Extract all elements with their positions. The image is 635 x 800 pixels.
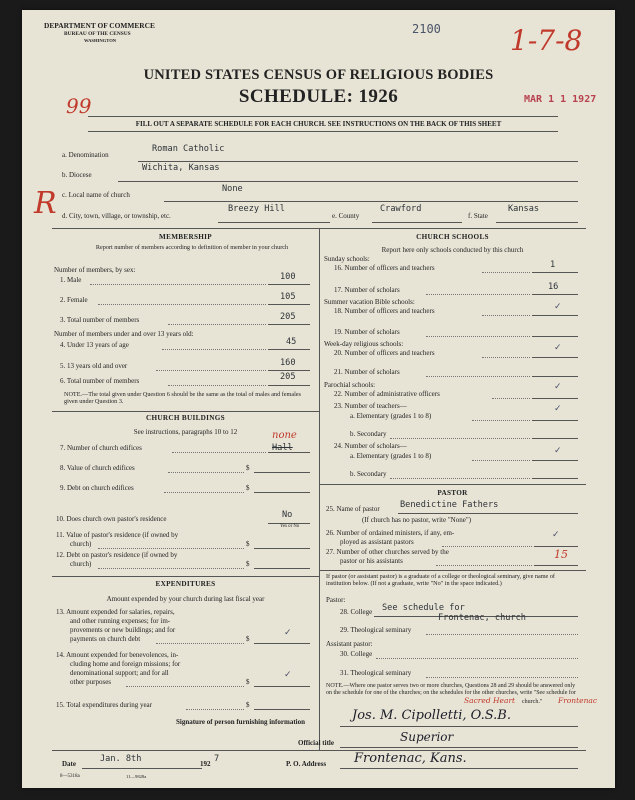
answer-rule (532, 315, 578, 316)
answer-rule (254, 492, 310, 493)
q21-label: 21. Number of scholars (334, 368, 400, 376)
q13-line4: payments on church debt (70, 635, 141, 643)
field-rule (218, 222, 330, 223)
q14-line4: other purposes (70, 678, 112, 686)
dot-leader (472, 420, 530, 421)
q6-label: 6. Total number of members (60, 377, 140, 385)
po-address-label: P. O. Address (286, 760, 327, 768)
q1-label: 1. Male (60, 276, 82, 284)
q8-label: 8. Value of church edifices (60, 464, 135, 472)
section-rule (319, 570, 586, 571)
summer-heading: Summer vacation Bible schools: (324, 298, 415, 306)
checkmark: ✓ (554, 382, 562, 392)
answer-rule (532, 294, 578, 295)
answer-rule (532, 438, 578, 439)
dot-leader (426, 294, 530, 295)
q1-value[interactable]: 100 (280, 272, 296, 282)
q14-line1: 14. Amount expended for benevolences, in- (56, 651, 179, 659)
q7-value[interactable]: Hall (272, 443, 293, 453)
answer-rule (268, 304, 310, 305)
answer-rule (254, 548, 310, 549)
checkmark: ✓ (554, 343, 562, 353)
year-value[interactable]: 7 (214, 754, 220, 764)
answer-rule (534, 546, 578, 547)
dot-leader (482, 357, 530, 358)
q29-label: 29. Theological seminary (340, 626, 412, 634)
county-value[interactable]: Crawford (380, 204, 422, 214)
dot-leader (426, 677, 578, 678)
dot-leader (168, 324, 266, 325)
county-label: e. County (332, 212, 360, 220)
answer-rule (532, 336, 578, 337)
q25-value[interactable]: Benedictine Fathers (400, 500, 499, 510)
official-title-value[interactable]: Superior (400, 730, 454, 744)
answer-rule (268, 349, 310, 350)
q26-label: 26. Number of ordained ministers, if any, em- (326, 529, 455, 537)
expenditures-heading: EXPENDITURES (155, 580, 216, 588)
age-heading: Number of members under and over 13 years old: (54, 330, 194, 338)
rule (88, 131, 558, 132)
local-name-value[interactable]: None (222, 184, 243, 194)
membership-note: NOTE.—The total given under Question 6 should be the same as the total of males and females given under Question 3. (64, 391, 301, 406)
dot-leader (482, 315, 530, 316)
q23-label: 23. Number of teachers— (334, 402, 407, 410)
q28-value[interactable]: See schedule for (382, 603, 465, 613)
pastor-heading: PASTOR (437, 489, 468, 497)
census-schedule-sheet (22, 10, 615, 788)
date-rule (82, 768, 202, 769)
q10-value[interactable]: No (282, 510, 293, 520)
q9-label: 9. Debt on church edifices (60, 484, 134, 492)
answer-rule (254, 709, 310, 710)
answer-rule (268, 324, 310, 325)
dot-leader (126, 686, 244, 687)
answer-rule (254, 568, 310, 569)
field-rule (372, 222, 462, 223)
dot-leader (98, 304, 266, 305)
q6-value[interactable]: 205 (280, 372, 296, 382)
checkmark: ✓ (554, 302, 562, 312)
section-rule (52, 411, 319, 412)
q16-label: 16. Number of officers and teachers (334, 264, 435, 272)
field-rule (138, 161, 578, 162)
dot-leader (164, 492, 244, 493)
dot-leader (426, 634, 578, 635)
diocese-label: b. Diocese (62, 171, 92, 179)
dollar-sign: $ (246, 678, 250, 686)
checkmark: ✓ (284, 628, 292, 638)
schools-intro: Report here only schools conducted by this church (381, 246, 524, 254)
state-value[interactable]: Kansas (508, 204, 540, 214)
dot-leader (436, 565, 532, 566)
answer-rule (268, 284, 310, 285)
q10-subtext: Yes or No (280, 524, 300, 529)
city-town-value[interactable]: Breezy Hill (228, 204, 285, 214)
assistant-sublabel: Assistant pastor: (326, 640, 373, 648)
instruction-line: FILL OUT A SEPARATE SCHEDULE FOR EACH CHURCH. SEE INSTRUCTIONS ON THE BACK OF THIS SHEET (135, 120, 502, 128)
q10-label: 10. Does church own pastor's residence (56, 515, 167, 523)
dot-leader (168, 472, 244, 473)
form-title: UNITED STATES CENSUS OF RELIGIOUS BODIES (143, 67, 494, 83)
pastor-note-handwritten: Sacred Heart (464, 696, 516, 705)
section-rule (319, 484, 586, 485)
dot-leader (172, 452, 266, 453)
signature-value[interactable]: Jos. M. Cipolletti, O.S.B. (352, 708, 511, 723)
dot-leader (90, 284, 266, 285)
sunday-heading: Sunday schools: (324, 255, 370, 263)
local-name-label: c. Local name of church (62, 191, 130, 199)
field-rule (118, 181, 578, 182)
membership-intro: Report number of members according to definition of member in your church (95, 244, 289, 251)
answer-rule (254, 686, 310, 687)
answer-rule (254, 472, 310, 473)
dot-leader (186, 709, 244, 710)
q30-label: 30. College (340, 650, 373, 658)
q16-value[interactable]: 1 (550, 260, 556, 270)
section-bottom-rule (52, 750, 586, 751)
q25-label: 25. Name of pastor (326, 505, 380, 513)
q27-label: 27. Number of other churches served by the (326, 548, 449, 556)
q13-line2: and other running expenses; for im- (70, 617, 171, 625)
q5-value[interactable]: 160 (280, 358, 296, 368)
q22-label: 22. Number of administrative officers (334, 390, 440, 398)
q19-label: 19. Number of scholars (334, 328, 400, 336)
answer-rule (532, 376, 578, 377)
sex-heading: Number of members, by sex: (54, 266, 136, 274)
answer-rule (532, 272, 578, 273)
dot-leader (156, 643, 244, 644)
form-subtitle: SCHEDULE: 1926 (238, 86, 399, 107)
q3-label: 3. Total number of members (60, 316, 140, 324)
q31-label: 31. Theological seminary (340, 669, 412, 677)
q20-label: 20. Number of officers and teachers (334, 349, 435, 357)
city-label: WASHINGTON (84, 38, 117, 43)
q23b-label: b. Secondary (350, 430, 387, 438)
q17-value[interactable]: 16 (548, 282, 559, 292)
q25-subtext: (If church has no pastor, write "None") (362, 516, 472, 524)
q7-handwritten-note: none (272, 430, 297, 441)
answer-rule (254, 643, 310, 644)
pastor-note-margin: Frontenac (558, 696, 598, 705)
q15-label: 15. Total expenditures during year (56, 701, 152, 709)
q14-line3: denominational support; and for all (70, 669, 169, 677)
po-address-value[interactable]: Frontenac, Kans. (354, 751, 467, 766)
buildings-subheading: See instructions, paragraphs 10 to 12 (133, 428, 238, 436)
left-handwritten-number: 99 (66, 94, 92, 118)
dot-leader (98, 548, 244, 549)
weekday-heading: Week-day religious schools: (324, 340, 404, 348)
date-value[interactable]: Jan. 8th (100, 754, 142, 764)
year-prefix: 192 (200, 760, 211, 768)
membership-heading: MEMBERSHIP (159, 233, 212, 241)
q26-label-cont: ployed as assistant pastors (340, 538, 414, 546)
q4-value[interactable]: 45 (286, 337, 297, 347)
q23a-label: a. Elementary (grades 1 to 8) (350, 412, 432, 420)
dot-leader (442, 546, 532, 547)
q5-label: 5. 13 years old and over (60, 362, 128, 370)
dot-leader (156, 370, 266, 371)
answer-rule (534, 565, 578, 566)
q11-label: 11. Value of pastor's residence (if owned by (56, 531, 179, 539)
expenditures-subheading: Amount expended by your church during last fiscal year (106, 595, 265, 603)
field-rule (496, 222, 578, 223)
section-rule (52, 576, 319, 577)
dollar-sign: $ (246, 701, 250, 709)
dot-leader (482, 272, 530, 273)
field-rule (164, 201, 578, 202)
pastor-note-end: church." (522, 699, 543, 705)
form-number-2: 11—9828a (126, 774, 147, 779)
dot-leader (426, 336, 530, 337)
q17-label: 17. Number of scholars (334, 286, 400, 294)
rule (88, 116, 558, 117)
schools-heading: CHURCH SCHOOLS (416, 233, 489, 241)
pastor-note: NOTE.—Where one pastor serves two or more churches, Questions 28 and 29 should be answered only on the schedule for one of the churches; on the schedules for the other churches, write "See schedule for (326, 683, 576, 697)
diocese-value[interactable]: Wichita, Kansas (142, 163, 220, 173)
q13-line3: provements or new buildings; and for (70, 626, 176, 634)
checkmark: ✓ (284, 670, 292, 680)
margin-r-mark: R (34, 186, 57, 221)
official-title-label: Official title (298, 739, 334, 747)
answer-rule (268, 370, 310, 371)
dollar-sign: $ (246, 540, 250, 548)
q11-label-cont: church) (70, 540, 92, 548)
answer-rule (532, 460, 578, 461)
dot-leader (98, 568, 244, 569)
graduate-instructions: If pastor (or assistant pastor) is a graduate of a college or theological seminary, give name of institution below. (If not a graduate, write "No" in the space indicated.) (326, 573, 555, 588)
parochial-heading: Parochial schools: (324, 381, 376, 389)
dollar-sign: $ (246, 635, 250, 643)
dot-leader (376, 658, 578, 659)
q27-label-cont: pastor or his assistants (340, 557, 403, 565)
checkmark: ✓ (554, 446, 562, 456)
state-label: f. State (468, 212, 488, 220)
buildings-heading: CHURCH BUILDINGS (146, 414, 225, 422)
q13-line1: 13. Amount expended for salaries, repairs, (56, 608, 175, 616)
q3-value[interactable]: 205 (280, 312, 296, 322)
q12-label: 12. Debt on pastor's residence (if owned by (56, 551, 178, 559)
answer-rule (532, 478, 578, 479)
serial-number: 2100 (412, 22, 441, 36)
po-rule (340, 768, 578, 769)
corner-handwritten-mark: 1-7-8 (510, 24, 583, 57)
form-number: 8—5318a (60, 774, 80, 779)
q24-label: 24. Number of scholars— (334, 442, 407, 450)
department-label: DEPARTMENT OF COMMERCE (44, 21, 155, 30)
dot-leader (492, 398, 530, 399)
q4-label: 4. Under 13 years of age (60, 341, 129, 349)
dollar-sign: $ (246, 464, 250, 472)
signature-label: Signature of person furnishing information (176, 718, 305, 726)
answer-rule (532, 398, 578, 399)
q24b-label: b. Secondary (350, 470, 387, 478)
received-date-stamp: MAR 1 1 1927 (524, 94, 597, 105)
answer-rule (532, 420, 578, 421)
dot-leader (390, 478, 530, 479)
q14-line2: cluding home and foreign missions; for (70, 660, 181, 668)
q12-label-cont: church) (70, 560, 92, 568)
denomination-value[interactable]: Roman Catholic (152, 144, 225, 154)
city-town-label: d. City, town, village, or township, etc. (62, 212, 171, 220)
dot-leader (168, 385, 266, 386)
title-rule (340, 747, 578, 748)
checkmark: ✓ (554, 404, 562, 414)
answer-rule (398, 513, 578, 514)
dot-leader (472, 460, 530, 461)
denomination-label: a. Denomination (62, 151, 109, 159)
q24a-label: a. Elementary (grades 1 to 8) (350, 452, 432, 460)
dot-leader (426, 376, 530, 377)
dot-leader (162, 349, 266, 350)
dollar-sign: $ (246, 484, 250, 492)
q2-label: 2. Female (60, 296, 88, 304)
answer-rule (268, 385, 310, 386)
pastor-sublabel: Pastor: (326, 596, 346, 604)
q18-label: 18. Number of officers and teachers (334, 307, 435, 315)
q27-value[interactable]: 15 (554, 548, 568, 561)
date-label: Date (62, 760, 76, 768)
q28-value-cont[interactable]: Frontenac, church (438, 613, 526, 623)
bureau-label: BUREAU OF THE CENSUS (64, 31, 131, 37)
checkmark: ✓ (552, 530, 560, 540)
q28-label: 28. College (340, 608, 373, 616)
answer-rule (532, 357, 578, 358)
q7-label: 7. Number of church edifices (60, 444, 142, 452)
signature-rule (340, 726, 578, 727)
dot-leader (390, 438, 530, 439)
q2-value[interactable]: 105 (280, 292, 296, 302)
dollar-sign: $ (246, 560, 250, 568)
